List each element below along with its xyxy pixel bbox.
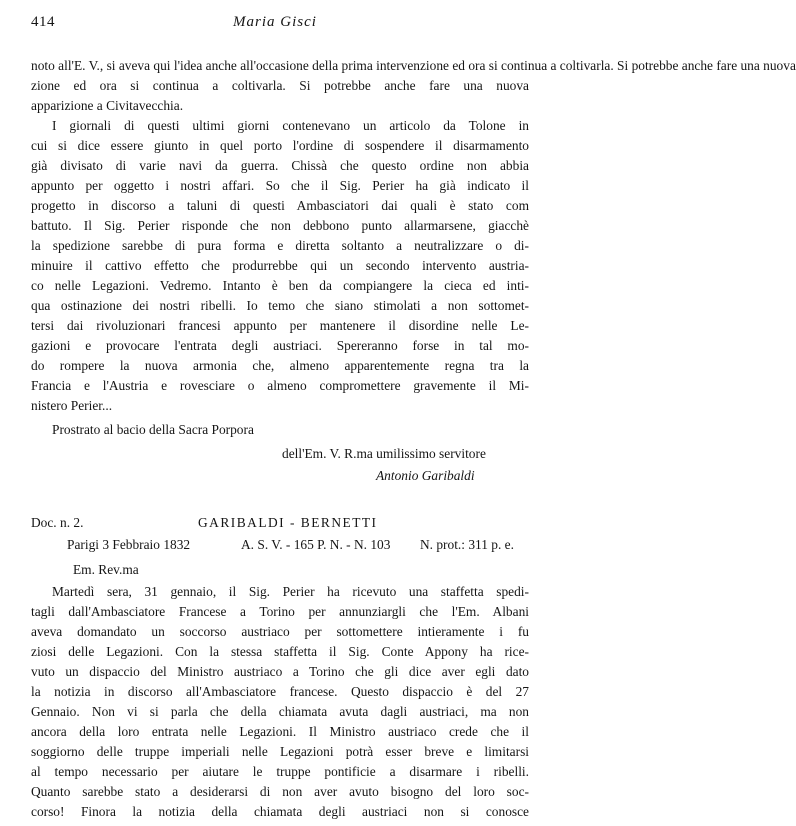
- text-line: vuto un dispaccio del Ministro austriaco a Torino che gli dice aver egli dato: [31, 664, 529, 679]
- text-line: aveva domandato un soccorso austriaco per sottomettere intieramente i fu: [31, 624, 529, 639]
- text-line: minuire il cattivo effetto che produrrebbe qui un secondo intervento austria-: [31, 258, 529, 273]
- running-title: Maria Gisci: [233, 14, 317, 30]
- text-line: ancora della loro entrata nelle Legazioni. Il Ministro austriaco crede che il: [31, 724, 529, 739]
- text-line: Martedì sera, 31 gennaio, il Sig. Perier ha ricevuto una staffetta spedi-: [52, 584, 529, 599]
- document-heading: GARIBALDI - BERNETTI: [198, 515, 378, 530]
- document-label: Doc. n. 2.: [31, 515, 84, 530]
- text-line: Francia e l'Austria e rovesciare o almeno compromettere gravemente il Mi-: [31, 378, 529, 393]
- text-line: cui si dice essere giunto in quel porto l'ordine di sospendere il disarmamento: [31, 138, 529, 153]
- text-line: noto all'E. V., si aveva qui l'idea anche all'occasione della prima intervenzione ed ora si continua a coltivarla. Si potrebbe anche fare una nuova: [31, 58, 796, 73]
- text-line: già divisato di varie navi da guerra. Chissà che questo ordine non abbia: [31, 158, 529, 173]
- text-line: do rompere la nuova armonia che, almeno apparentemente regna tra la: [31, 358, 529, 373]
- text-line: progetto in discorso a taluni di questi Ambasciatori dai quali è stato com: [31, 198, 529, 213]
- text-line: corso! Finora la notizia della chiamata degli austriaci non si conosce: [31, 804, 529, 819]
- text-line: Gennaio. Non vi si parla che della chiamata avuta dagli austriaci, ma non: [31, 704, 529, 719]
- text-line: tersi dai rivoluzionari francesi appunto per mantenere il disordine nelle Le-: [31, 318, 529, 333]
- text-line: co nelle Legazioni. Vedremo. Intanto è ben da compiangere la cieca ed inti-: [31, 278, 529, 293]
- text-line: soggiorno delle truppe imperiali nelle Legazioni potrà esser breve e limitarsi: [31, 744, 529, 759]
- dateline-protocol: N. prot.: 311 p. e.: [420, 537, 514, 552]
- text-line: battuto. Il Sig. Perier risponde che non debbono punto allarmarsene, giacchè: [31, 218, 529, 233]
- text-line: nistero Perier...: [31, 398, 113, 413]
- text-line: apparizione a Civitavecchia.: [31, 98, 184, 113]
- text-line: ziosi delle Legazioni. Con la stessa staffetta il Sig. Conte Appony ha rice-: [31, 644, 529, 659]
- text-line: I giornali di questi ultimi giorni contenevano un articolo da Tolone in: [52, 118, 529, 133]
- salutation: Em. Rev.ma: [73, 562, 139, 577]
- closing-formula: dell'Em. V. R.ma umilissimo servitore: [282, 446, 486, 461]
- dateline-archive-reference: A. S. V. - 165 P. N. - N. 103: [241, 537, 391, 552]
- text-line: zione ed ora si continua a coltivarla. Si potrebbe anche fare una nuova: [31, 78, 529, 93]
- text-line: Quanto sarebbe stato a desiderarsi di non aver avuto bisogno del loro soc-: [31, 784, 529, 799]
- text-line: gazioni e provocare l'entrata degli austriaci. Spereranno forse in tal mo-: [31, 338, 529, 353]
- text-line: tagli dall'Ambasciatore Francese a Torino per annunziargli che l'Em. Albani: [31, 604, 529, 619]
- page-number: 414: [31, 14, 55, 30]
- text-line: qua ostinazione dei nostri ribelli. Io temo che siano stimolati a non sottomet-: [31, 298, 529, 313]
- text-line: la spedizione sarebbe di pura forma e diretta soltanto a neutralizzare o di-: [31, 238, 529, 253]
- signature: Antonio Garibaldi: [376, 468, 475, 483]
- text-line: Prostrato al bacio della Sacra Porpora: [52, 422, 254, 437]
- text-line: appunto per oggetto i nostri affari. So che il Sig. Perier ha già indicato il: [31, 178, 529, 193]
- text-line: la notizia in discorso all'Ambasciatore francese. Questo dispaccio è del 27: [31, 684, 529, 699]
- dateline-place-date: Parigi 3 Febbraio 1832: [67, 537, 191, 552]
- text-line: al tempo necessario per aiutare le truppe pontificie a disarmare i ribelli.: [31, 764, 529, 779]
